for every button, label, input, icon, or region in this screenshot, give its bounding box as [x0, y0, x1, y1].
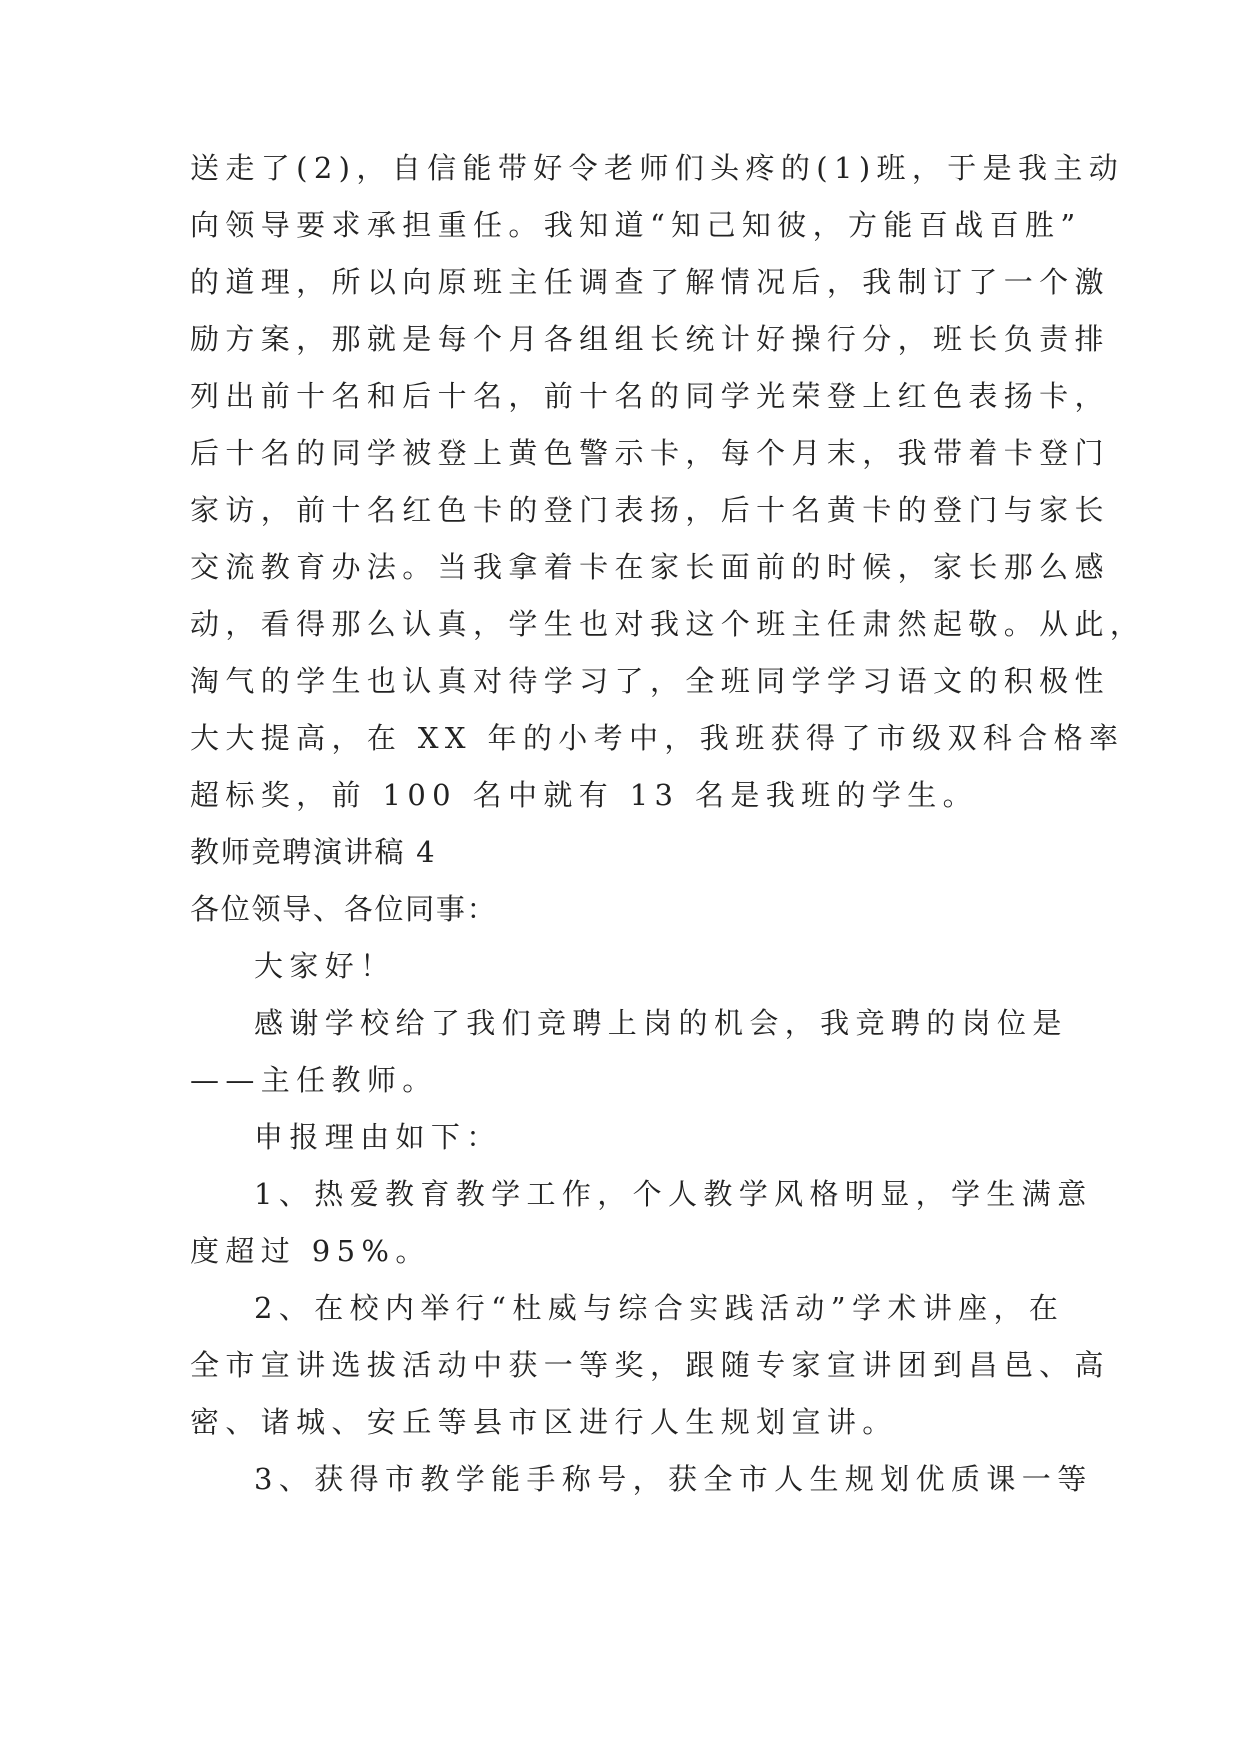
- reason-2-line: 2、在校内举行“杜威与综合实践活动”学术讲座，在: [254, 1291, 1065, 1325]
- paragraph-line: 后十名的同学被登上黄色警示卡，每个月末，我带着卡登门: [190, 436, 1110, 470]
- reason-1-line: 1、热爱教育教学工作，个人教学风格明显，学生满意: [254, 1177, 1093, 1211]
- reason-3-line: 3、获得市教学能手称号，获全市人生规划优质课一等: [254, 1462, 1093, 1496]
- paragraph-line: 动，看得那么认真，学生也对我这个班主任肃然起敬。从此，: [190, 607, 1146, 641]
- salutation: 各位领导、各位同事：: [190, 892, 498, 926]
- paragraph-line: 淘气的学生也认真对待学习了，全班同学学习语文的积极性: [190, 664, 1110, 698]
- intro-line: ——主任教师。: [190, 1063, 438, 1097]
- paragraph-line: 列出前十名和后十名，前十名的同学光荣登上红色表扬卡，: [190, 379, 1110, 413]
- paragraph-line: 励方案，那就是每个月各组组长统计好操行分，班长负责排: [190, 322, 1110, 356]
- paragraph-line: 送走了(2)，自信能带好令老师们头疼的(1)班，于是我主动: [190, 151, 1125, 185]
- greeting: 大家好！: [254, 949, 396, 983]
- paragraph-line: 超标奖，前 100 名中就有 13 名是我班的学生。: [190, 778, 979, 812]
- paragraph-line: 的道理，所以向原班主任调查了解情况后，我制订了一个激: [190, 265, 1110, 299]
- intro-line: 感谢学校给了我们竞聘上岗的机会，我竞聘的岗位是: [254, 1006, 1068, 1040]
- reason-1-line: 度超过 95%。: [190, 1234, 431, 1268]
- section-title: 教师竞聘演讲稿 4: [190, 835, 437, 869]
- paragraph-line: 向领导要求承担重任。我知道“知己知彼，方能百战百胜”: [190, 208, 1082, 242]
- paragraph-line: 家访，前十名红色卡的登门表扬，后十名黄卡的登门与家长: [190, 493, 1110, 527]
- reason-2-line: 全市宣讲选拔活动中获一等奖，跟随专家宣讲团到昌邑、高: [190, 1348, 1110, 1382]
- reasons-heading: 申报理由如下：: [254, 1120, 502, 1154]
- paragraph-line: 交流教育办法。当我拿着卡在家长面前的时候，家长那么感: [190, 550, 1110, 584]
- paragraph-line: 大大提高，在 XX 年的小考中，我班获得了市级双科合格率: [190, 721, 1125, 755]
- reason-2-line: 密、诸城、安丘等县市区进行人生规划宣讲。: [190, 1405, 898, 1439]
